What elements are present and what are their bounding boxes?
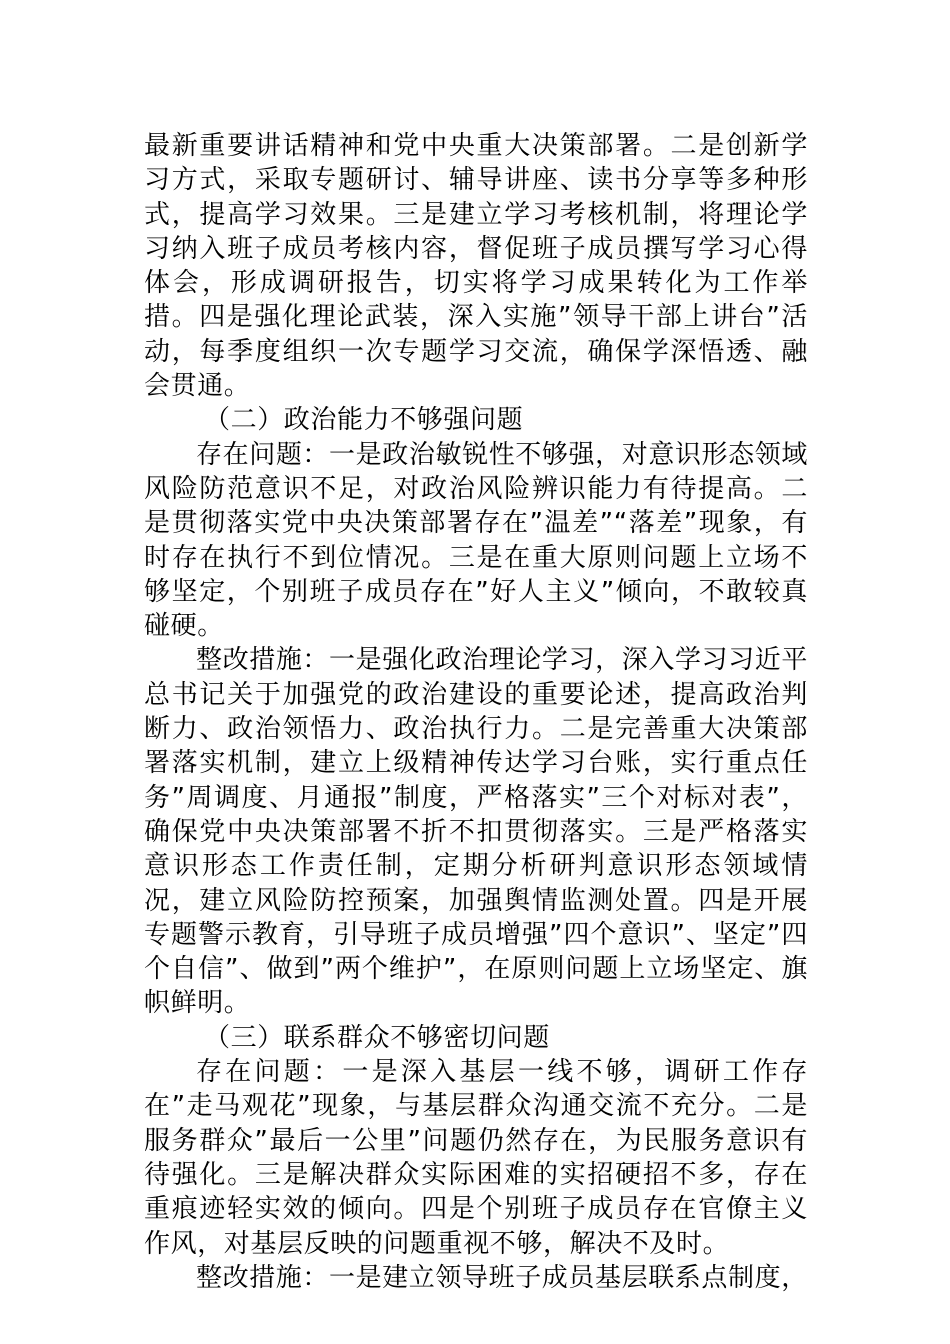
section-heading-mass-contact: （三）联系群众不够密切问题 <box>204 1022 550 1053</box>
paragraph-mass-problems: 存在问题：一是深入基层一线不够，调研工作存在”走马观花”现象，与基层群众沟通交流不充分。二是服务群众”最后一公里”问题仍然存在，为民服务意识有待强化。三是解决群众实际困难的实招硬招不多，存在重痕迹轻实效的倾向。四是个别班子成员存在官僚主义作风，对基层反映的问题重视不够，解决不及时。 <box>144 1057 808 1259</box>
paragraph-study-measures: 最新重要讲话精神和党中央重大决策部署。二是创新学习方式，采取专题研讨、辅导讲座、读书分享等多种形式，提高学习效果。三是建立学习考核机制，将理论学习纳入班子成员考核内容，督促班子成员撰写学习心得体会，形成调研报告，切实将学习成果转化为工作举措。四是强化理论武装，深入实施”领导干部上讲台”活动，每季度组织一次专题学习交流，确保学深悟透、融会贯通。 <box>144 131 808 402</box>
section-heading-political-ability: （二）政治能力不够强问题 <box>204 405 524 436</box>
paragraph-political-measures: 整改措施：一是强化政治理论学习，深入学习习近平总书记关于加强党的政治建设的重要论述，提高政治判断力、政治领悟力、政治执行力。二是完善重大决策部署落实机制，建立上级精神传达学习台账，实行重点任务”周调度、月通报”制度，严格落实”三个对标对表”，确保党中央决策部署不折不扣贯彻落实。三是严格落实意识形态工作责任制，定期分析研判意识形态领域情况，建立风险防控预案，加强舆情监测处置。四是开展专题警示教育，引导班子成员增强”四个意识”、坚定”四个自信”、做到”两个维护”，在原则问题上立场坚定、旗帜鲜明。 <box>144 645 808 1019</box>
paragraph-political-problems: 存在问题：一是政治敏锐性不够强，对意识形态领域风险防范意识不足，对政治风险辨识能力有待提高。二是贯彻落实党中央决策部署存在”温差”“落差”现象，有时存在执行不到位情况。三是在重大原则问题上立场不够坚定，个别班子成员存在”好人主义”倾向，不敢较真碰硬。 <box>144 439 808 642</box>
document-body <box>144 129 808 1295</box>
paragraph-mass-measures: 整改措施：一是建立领导班子成员基层联系点制度， <box>196 1262 808 1293</box>
